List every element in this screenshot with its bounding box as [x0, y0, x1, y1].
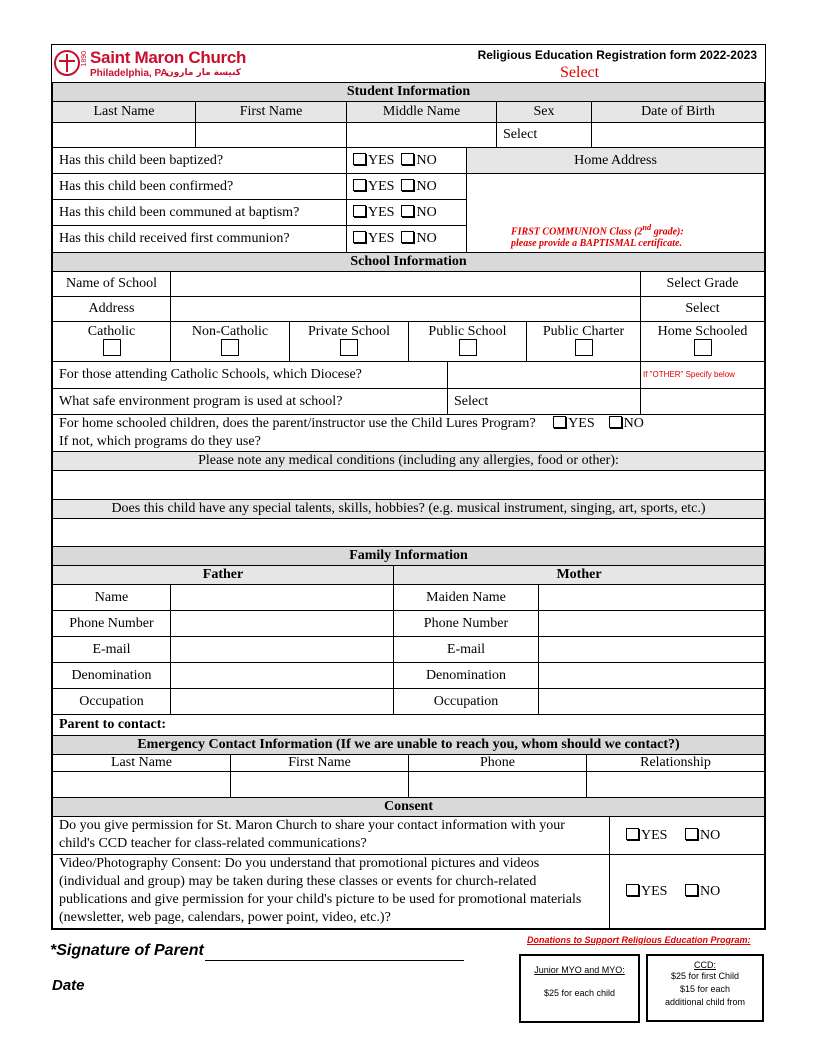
church-city: Philadelphia, PA: [90, 68, 168, 79]
mother-email-label: E-mail: [394, 636, 539, 662]
ccd-donation-title: CCD:: [694, 960, 716, 970]
mother-header: Mother: [394, 565, 765, 584]
school-section-title: School Information: [53, 253, 765, 272]
catholic-checkbox[interactable]: [103, 339, 121, 356]
student-questions-table: [52, 147, 765, 253]
form-header: [52, 45, 765, 82]
father-denomination-field[interactable]: [171, 662, 394, 688]
form-year-select[interactable]: Select: [560, 64, 600, 81]
school-address-field[interactable]: [171, 297, 641, 322]
lures-followup: If not, which programs do they use?: [59, 433, 261, 449]
private-school-checkbox[interactable]: [340, 339, 358, 356]
question-confirmed: Has this child been confirmed?: [53, 174, 347, 200]
dob-field[interactable]: [592, 123, 765, 148]
no-label: NO: [416, 152, 437, 168]
safe-environment-other-field[interactable]: [641, 388, 765, 414]
contact-consent-question: Do you give permission for St. Maron Church to share your contact information with your child's CCD teacher for class-related communications?: [53, 816, 610, 854]
mother-maiden-label: Maiden Name: [394, 584, 539, 610]
yes-label: YES: [368, 204, 395, 220]
father-phone-field[interactable]: [171, 610, 394, 636]
confirmed-yes-checkbox[interactable]: [353, 179, 366, 191]
father-occupation-label: Occupation: [53, 688, 171, 714]
talents-field[interactable]: [53, 518, 765, 546]
yes-label: YES: [641, 883, 668, 899]
father-email-label: E-mail: [53, 636, 171, 662]
myo-donation-box: [519, 954, 640, 1023]
ccd-donation-box: [646, 954, 764, 1022]
public-school-checkbox[interactable]: [459, 339, 477, 356]
mother-maiden-field[interactable]: [539, 584, 765, 610]
church-name: Saint Maron Church: [90, 48, 247, 67]
other-specify-note: If "OTHER" Specify below: [643, 369, 735, 379]
school-questions-table: [52, 361, 765, 415]
father-header: Father: [53, 565, 394, 584]
date-label: Date: [52, 977, 85, 994]
first-name-field[interactable]: [196, 123, 347, 148]
church-arabic-name: كنيسة مار مارون: [166, 68, 242, 78]
photo-consent-question: Video/Photography Consent: Do you understand that promotional pictures and videos (individual and group) may be taken during these classes or events for church-related publications and give permission for your child's picture to be used for promotional materials (newsletter, web page, calendars, power point, video, etc.)?: [53, 854, 610, 928]
emergency-section-title: Emergency Contact Information (If we are unable to reach you, whom should we contact?): [53, 735, 765, 754]
type-catholic-label: Catholic: [87, 324, 136, 339]
no-label: NO: [699, 883, 721, 899]
no-label: NO: [416, 204, 437, 220]
school-address-label: Address: [53, 297, 171, 322]
school-name-label: Name of School: [53, 272, 171, 297]
home-address-field[interactable]: [467, 174, 765, 253]
yes-label: YES: [368, 231, 395, 247]
question-first-communion: Has this child received first communion?: [53, 226, 347, 253]
form-title: Religious Education Registration form 2022-2023: [477, 48, 757, 62]
non-catholic-checkbox[interactable]: [221, 339, 239, 356]
home-address-label: Home Address: [467, 148, 765, 174]
middle-name-field[interactable]: [347, 123, 497, 148]
mother-occupation-field[interactable]: [539, 688, 765, 714]
yes-label: YES: [368, 178, 395, 194]
contact-consent-no-checkbox[interactable]: [685, 828, 698, 840]
registration-form: [51, 44, 766, 930]
mother-phone-field[interactable]: [539, 610, 765, 636]
diocese-field[interactable]: [448, 361, 641, 388]
form-footer: [0, 930, 816, 1056]
signature-line[interactable]: [205, 960, 464, 961]
question-baptized: Has this child been baptized?: [53, 148, 347, 174]
family-table: [52, 546, 765, 736]
type-non-catholic-label: Non-Catholic: [191, 324, 269, 339]
church-year: 1890: [81, 51, 88, 67]
emergency-col-first-name: First Name: [231, 754, 409, 771]
col-sex: Sex: [497, 102, 592, 123]
mother-phone-label: Phone Number: [394, 610, 539, 636]
type-public-label: Public School: [428, 324, 507, 339]
emergency-col-last-name: Last Name: [53, 754, 231, 771]
yes-label: YES: [368, 152, 395, 168]
safe-environment-question: What safe environment program is used at school?: [53, 388, 448, 414]
medical-field[interactable]: [53, 470, 765, 499]
church-logo: [54, 48, 247, 79]
donations-title: Donations to Support Religious Education Program:: [527, 935, 751, 945]
sex-select[interactable]: Select: [497, 123, 592, 148]
family-section-title: Family Information: [53, 546, 765, 565]
mother-denomination-label: Denomination: [394, 662, 539, 688]
consent-section-title: Consent: [53, 797, 765, 816]
col-middle-name: Middle Name: [347, 102, 497, 123]
first-communion-note: FIRST COMMUNION Class (2nd grade): please provide a BAPTISMAL certificate.: [511, 222, 684, 249]
col-dob: Date of Birth: [592, 102, 765, 123]
grade-select[interactable]: Select Grade: [641, 272, 765, 297]
student-section-title: Student Information: [53, 83, 765, 102]
emergency-last-name-field[interactable]: [53, 771, 231, 797]
public-charter-checkbox[interactable]: [575, 339, 593, 356]
mother-denomination-field[interactable]: [539, 662, 765, 688]
type-private-label: Private School: [307, 324, 391, 339]
father-name-label: Name: [53, 584, 171, 610]
father-occupation-field[interactable]: [171, 688, 394, 714]
father-name-field[interactable]: [171, 584, 394, 610]
emergency-phone-field[interactable]: [409, 771, 587, 797]
communion-no-checkbox[interactable]: [401, 231, 414, 243]
communed-yes-checkbox[interactable]: [353, 205, 366, 217]
consent-table: [52, 797, 765, 929]
father-denomination-label: Denomination: [53, 662, 171, 688]
emergency-table: [52, 735, 765, 798]
no-label: NO: [699, 827, 721, 843]
last-name-field[interactable]: [53, 123, 196, 148]
father-phone-label: Phone Number: [53, 610, 171, 636]
no-label: NO: [416, 178, 437, 194]
emergency-first-name-field[interactable]: [231, 771, 409, 797]
talents-label: Does this child have any special talents, skills, hobbies? (e.g. musical instrument, singing, art, sports, etc.): [53, 499, 765, 518]
myo-donation-title: Junior MYO and MYO:: [534, 965, 625, 975]
cross-icon: [54, 50, 80, 76]
ccd-donation-line: $25 for first Child: [670, 971, 740, 981]
type-home-label: Home Schooled: [657, 324, 748, 339]
safe-environment-select[interactable]: Select: [448, 388, 641, 414]
parent-to-contact[interactable]: Parent to contact:: [53, 714, 765, 735]
communed-no-checkbox[interactable]: [401, 205, 414, 217]
question-communed: Has this child been communed at baptism?: [53, 200, 347, 226]
baptized-yes-checkbox[interactable]: [353, 153, 366, 165]
home-schooled-checkbox[interactable]: [694, 339, 712, 356]
emergency-col-relationship: Relationship: [587, 754, 765, 771]
lures-table: [52, 414, 765, 547]
lures-yes-checkbox[interactable]: [553, 416, 566, 428]
col-first-name: First Name: [196, 102, 347, 123]
myo-donation-amount: $25 for each child: [543, 988, 616, 998]
yes-label: YES: [568, 415, 595, 431]
type-charter-label: Public Charter: [542, 324, 625, 339]
ccd-donation-line: additional child from: [664, 997, 746, 1007]
school-name-field[interactable]: [171, 272, 641, 297]
mother-occupation-label: Occupation: [394, 688, 539, 714]
school-table: [52, 252, 765, 362]
no-label: NO: [416, 231, 437, 247]
col-last-name: Last Name: [53, 102, 196, 123]
signature-label: *Signature of Parent: [50, 942, 204, 959]
contact-consent-yes-checkbox[interactable]: [626, 828, 639, 840]
yes-label: YES: [641, 827, 668, 843]
baptized-no-checkbox[interactable]: [401, 153, 414, 165]
communion-yes-checkbox[interactable]: [353, 231, 366, 243]
photo-consent-no-checkbox[interactable]: [685, 884, 698, 896]
mother-email-field[interactable]: [539, 636, 765, 662]
father-email-field[interactable]: [171, 636, 394, 662]
no-label: NO: [623, 415, 644, 431]
ccd-donation-line: $15 for each: [679, 984, 731, 994]
medical-label: Please note any medical conditions (including any allergies, food or other):: [53, 451, 765, 470]
student-table: [52, 82, 765, 148]
confirmed-no-checkbox[interactable]: [401, 179, 414, 191]
lures-question: For home schooled children, does the parent/instructor use the Child Lures Program?: [59, 415, 536, 431]
diocese-question: For those attending Catholic Schools, which Diocese?: [53, 361, 448, 388]
emergency-relationship-field[interactable]: [587, 771, 765, 797]
school-address-select[interactable]: Select: [641, 297, 765, 322]
photo-consent-yes-checkbox[interactable]: [626, 884, 639, 896]
lures-no-checkbox[interactable]: [609, 416, 622, 428]
emergency-col-phone: Phone: [409, 754, 587, 771]
